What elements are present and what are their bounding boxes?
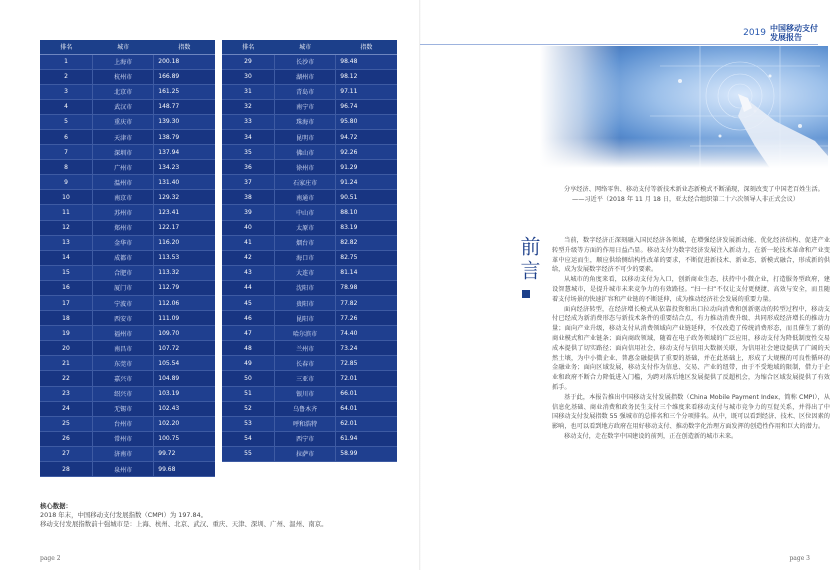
index-cell: 100.75	[154, 431, 215, 446]
page-title: 前言	[517, 236, 541, 284]
table-row	[40, 129, 215, 144]
index-cell: 99.68	[154, 462, 215, 477]
city-cell: 湖州市	[275, 69, 336, 84]
rank-cell: 13	[40, 235, 93, 250]
table-row	[40, 114, 215, 129]
index-cell: 123.41	[154, 205, 215, 220]
rank-cell: 22	[40, 371, 93, 386]
table-row	[222, 220, 397, 235]
rank-cell: 29	[222, 54, 275, 69]
city-cell: 沈阳市	[275, 280, 336, 295]
rank-cell: 47	[222, 326, 275, 341]
table-row	[222, 54, 397, 69]
rank-cell: 51	[222, 386, 275, 401]
index-cell: 91.24	[336, 175, 397, 190]
table-row	[40, 190, 215, 205]
index-cell: 111.09	[154, 311, 215, 326]
table-row	[222, 296, 397, 311]
index-cell: 102.43	[154, 401, 215, 416]
city-cell: 宁波市	[93, 296, 154, 311]
table-row	[40, 386, 215, 401]
index-cell: 112.79	[154, 280, 215, 295]
city-cell: 中山市	[275, 205, 336, 220]
table-row	[222, 371, 397, 386]
header-rank: 排名	[222, 40, 275, 54]
table-header-row	[222, 40, 397, 54]
city-cell: 上海市	[93, 54, 154, 69]
rank-cell: 18	[40, 311, 93, 326]
index-cell: 82.75	[336, 250, 397, 265]
paragraph: 基于此，本报告推出中国移动支付发展指数（China Mobile Payment Index，简称 CMPI），从信息化基础、商业消费和政务民生支付三个维度来看移动支付与城市竞争力的互促关系，并得出了中国移动支付发展指数 55 强城市的总排名和三个分项排名。从中，既可以看到经济、技术、区位因素的影响，也可以看到地方政府在用好移动支付、推动数字化治理方面发挥的创造性作用和巨大的潜力。	[552, 393, 830, 431]
city-cell: 西宁市	[275, 431, 336, 446]
index-cell: 88.10	[336, 205, 397, 220]
table-row	[222, 205, 397, 220]
table-row	[40, 341, 215, 356]
index-cell: 66.01	[336, 386, 397, 401]
city-cell: 无锡市	[93, 401, 154, 416]
table-row	[222, 356, 397, 371]
index-cell: 129.32	[154, 190, 215, 205]
table-row	[222, 175, 397, 190]
rank-cell: 32	[222, 99, 275, 114]
index-cell: 109.70	[154, 326, 215, 341]
rank-cell: 8	[40, 160, 93, 175]
city-cell: 温州市	[93, 175, 154, 190]
city-cell: 青岛市	[275, 84, 336, 99]
city-cell: 济南市	[93, 446, 154, 461]
rank-cell: 26	[40, 431, 93, 446]
table-row	[40, 326, 215, 341]
table-row	[222, 69, 397, 84]
city-cell: 泉州市	[93, 462, 154, 477]
table-row	[40, 250, 215, 265]
table-row	[40, 446, 215, 461]
index-cell: 166.89	[154, 69, 215, 84]
rank-cell: 54	[222, 431, 275, 446]
rank-cell: 45	[222, 296, 275, 311]
city-cell: 广州市	[93, 160, 154, 175]
image-fade-bottom	[540, 138, 828, 168]
rank-cell: 16	[40, 280, 93, 295]
index-cell: 98.48	[336, 54, 397, 69]
table-row	[40, 205, 215, 220]
table-row	[222, 114, 397, 129]
index-cell: 94.72	[336, 129, 397, 144]
header-index: 指数	[336, 40, 397, 54]
rank-cell: 25	[40, 416, 93, 431]
ranking-table-left	[40, 40, 215, 477]
header-brand	[770, 24, 818, 42]
table-row	[222, 446, 397, 461]
rank-cell: 12	[40, 220, 93, 235]
city-cell: 海口市	[275, 250, 336, 265]
city-cell: 昆阳市	[275, 311, 336, 326]
rank-cell: 15	[40, 265, 93, 280]
index-cell: 102.20	[154, 416, 215, 431]
index-cell: 107.72	[154, 341, 215, 356]
rank-cell: 27	[40, 446, 93, 461]
city-cell: 绍兴市	[93, 386, 154, 401]
table-row	[40, 160, 215, 175]
table-row	[222, 265, 397, 280]
index-cell: 62.01	[336, 416, 397, 431]
rank-cell: 7	[40, 145, 93, 160]
city-cell: 烟台市	[275, 235, 336, 250]
rank-cell: 19	[40, 326, 93, 341]
rank-cell: 52	[222, 401, 275, 416]
table-row	[222, 311, 397, 326]
city-cell: 贵阳市	[275, 296, 336, 311]
city-cell: 北京市	[93, 84, 154, 99]
city-cell: 乌鲁木齐	[275, 401, 336, 416]
right-page	[420, 0, 840, 570]
city-cell: 深圳市	[93, 145, 154, 160]
rank-cell: 48	[222, 341, 275, 356]
index-cell: 138.79	[154, 129, 215, 144]
rank-cell: 55	[222, 446, 275, 461]
quote-text: 分享经济、网络零售、移动支付等新技术新业态新模式不断涌现，深刻改变了中国老百姓生活。	[564, 186, 824, 193]
index-cell: 139.30	[154, 114, 215, 129]
table-row	[40, 84, 215, 99]
city-cell: 石家庄市	[275, 175, 336, 190]
rank-cell: 33	[222, 114, 275, 129]
hero-image	[540, 46, 828, 168]
table-row	[40, 235, 215, 250]
rank-cell: 44	[222, 280, 275, 295]
rank-cell: 3	[40, 84, 93, 99]
core-data-block	[40, 502, 410, 529]
core-data-title: 核心数据：	[40, 502, 72, 510]
header-city: 城市	[275, 40, 336, 54]
city-cell: 天津市	[93, 129, 154, 144]
paragraph: 当前，数字经济正深刻融入国民经济各领域，在增强经济发展新动能、优化经济结构、促进产业转型升级等方面的作用日益凸显。移动支付为数字经济发展注入新动力，在新一轮技术革命和产业变革中应运而生，顺应供给侧结构性改革的要求，不断促进新技术、新业态、新模式融合，形成新的供给，成为发展数字经济不可少的要素。	[552, 237, 830, 274]
city-cell: 南宁市	[275, 99, 336, 114]
table-row	[40, 220, 215, 235]
city-cell: 拉萨市	[275, 446, 336, 461]
city-cell: 三亚市	[275, 371, 336, 386]
city-cell: 重庆市	[93, 114, 154, 129]
rank-cell: 5	[40, 114, 93, 129]
index-cell: 72.01	[336, 371, 397, 386]
table-row	[40, 371, 215, 386]
table-row	[40, 296, 215, 311]
table-row	[40, 311, 215, 326]
rank-cell: 9	[40, 175, 93, 190]
header-rank: 排名	[40, 40, 93, 54]
city-cell: 武汉市	[93, 99, 154, 114]
core-data-line: 2018 年末，中国移动支付发展指数（CMPI）为 197.84。	[40, 511, 208, 519]
index-cell: 122.17	[154, 220, 215, 235]
table-row	[40, 401, 215, 416]
rank-cell: 17	[40, 296, 93, 311]
city-cell: 金华市	[93, 235, 154, 250]
table-row	[222, 341, 397, 356]
city-cell: 杭州市	[93, 69, 154, 84]
city-cell: 徐州市	[275, 160, 336, 175]
rank-cell: 10	[40, 190, 93, 205]
preface-body	[552, 236, 830, 442]
index-cell: 134.23	[154, 160, 215, 175]
rank-cell: 2	[40, 69, 93, 84]
index-cell: 77.82	[336, 296, 397, 311]
city-cell: 珠海市	[275, 114, 336, 129]
index-cell: 96.74	[336, 99, 397, 114]
table-row	[222, 326, 397, 341]
index-cell: 83.19	[336, 220, 397, 235]
index-cell: 98.12	[336, 69, 397, 84]
rank-cell: 30	[222, 69, 275, 84]
index-cell: 137.94	[154, 145, 215, 160]
table-row	[222, 235, 397, 250]
rank-cell: 53	[222, 416, 275, 431]
table-row	[222, 145, 397, 160]
rank-cell: 35	[222, 145, 275, 160]
rank-cell: 46	[222, 311, 275, 326]
city-cell: 太原市	[275, 220, 336, 235]
index-cell: 64.01	[336, 401, 397, 416]
rank-cell: 34	[222, 129, 275, 144]
index-cell: 97.11	[336, 84, 397, 99]
rank-cell: 28	[40, 462, 93, 477]
index-cell: 90.51	[336, 190, 397, 205]
city-cell: 东莞市	[93, 356, 154, 371]
title-marker	[522, 290, 530, 298]
table-row	[222, 401, 397, 416]
index-cell: 103.19	[154, 386, 215, 401]
rank-cell: 21	[40, 356, 93, 371]
table-row	[40, 431, 215, 446]
city-cell: 大连市	[275, 265, 336, 280]
table-row	[222, 160, 397, 175]
city-cell: 苏州市	[93, 205, 154, 220]
header-index: 指数	[154, 40, 215, 54]
rank-cell: 49	[222, 356, 275, 371]
index-cell: 73.24	[336, 341, 397, 356]
city-cell: 呼和浩特	[275, 416, 336, 431]
ranking-table-right	[222, 40, 397, 462]
table-row	[40, 462, 215, 477]
table-row	[40, 356, 215, 371]
city-cell: 长春市	[275, 356, 336, 371]
rank-cell: 4	[40, 99, 93, 114]
rank-cell: 42	[222, 250, 275, 265]
city-cell: 佛山市	[275, 145, 336, 160]
rank-cell: 1	[40, 54, 93, 69]
rank-cell: 31	[222, 84, 275, 99]
index-cell: 77.26	[336, 311, 397, 326]
index-cell: 72.85	[336, 356, 397, 371]
table-row	[222, 84, 397, 99]
table-header-row	[40, 40, 215, 54]
index-cell: 131.40	[154, 175, 215, 190]
rank-cell: 6	[40, 129, 93, 144]
header-city: 城市	[93, 40, 154, 54]
city-cell: 郑州市	[93, 220, 154, 235]
table-row	[222, 280, 397, 295]
rank-cell: 36	[222, 160, 275, 175]
rank-cell: 37	[222, 175, 275, 190]
quote-source: ——习近平（2018 年 11 月 18 日，亚太经合组织第二十六次领导人非正式会议）	[572, 195, 799, 203]
index-cell: 78.98	[336, 280, 397, 295]
city-cell: 福州市	[93, 326, 154, 341]
page-number: page 2	[40, 555, 61, 562]
index-cell: 116.20	[154, 235, 215, 250]
table-row	[222, 386, 397, 401]
table-row	[40, 145, 215, 160]
index-cell: 113.53	[154, 250, 215, 265]
table-row	[40, 99, 215, 114]
header-rule	[420, 44, 818, 45]
index-cell: 148.77	[154, 99, 215, 114]
page-number: page 3	[789, 555, 810, 562]
rank-cell: 43	[222, 265, 275, 280]
city-cell: 银川市	[275, 386, 336, 401]
rank-cell: 50	[222, 371, 275, 386]
index-cell: 161.25	[154, 84, 215, 99]
table-row	[40, 69, 215, 84]
index-cell: 82.82	[336, 235, 397, 250]
table-row	[40, 265, 215, 280]
table-row	[40, 175, 215, 190]
city-cell: 厦门市	[93, 280, 154, 295]
index-cell: 104.89	[154, 371, 215, 386]
index-cell: 200.18	[154, 54, 215, 69]
report-header	[743, 22, 818, 44]
city-cell: 南通市	[275, 190, 336, 205]
city-cell: 西安市	[93, 311, 154, 326]
index-cell: 58.99	[336, 446, 397, 461]
index-cell: 99.72	[154, 446, 215, 461]
city-cell: 哈尔滨市	[275, 326, 336, 341]
table-row	[222, 129, 397, 144]
rank-cell: 23	[40, 386, 93, 401]
brand-line: 发展报告	[770, 33, 802, 42]
index-cell: 74.40	[336, 326, 397, 341]
brand-line: 中国移动支付	[770, 24, 818, 33]
table-row	[222, 431, 397, 446]
table-row	[222, 416, 397, 431]
city-cell: 常州市	[93, 431, 154, 446]
rank-cell: 11	[40, 205, 93, 220]
rank-cell: 14	[40, 250, 93, 265]
rank-cell: 39	[222, 205, 275, 220]
rank-cell: 24	[40, 401, 93, 416]
index-cell: 113.32	[154, 265, 215, 280]
table-row	[40, 54, 215, 69]
index-cell: 92.26	[336, 145, 397, 160]
table-row	[40, 280, 215, 295]
core-data-line: 移动支付发展指数前十强城市是：上海、杭州、北京、武汉、重庆、天津、深圳、广州、温州、南京。	[40, 520, 328, 528]
table-row	[222, 190, 397, 205]
index-cell: 61.94	[336, 431, 397, 446]
table-row	[40, 416, 215, 431]
rank-cell: 38	[222, 190, 275, 205]
table-row	[222, 99, 397, 114]
rank-cell: 40	[222, 220, 275, 235]
city-cell: 兰州市	[275, 341, 336, 356]
city-cell: 合肥市	[93, 265, 154, 280]
index-cell: 95.80	[336, 114, 397, 129]
rank-cell: 41	[222, 235, 275, 250]
paragraph: 从城市的角度来看，以移动支付为入口，创新商业生态，扶持中小微企业，打造服务型政府，建设智慧城市，是提升城市未来竞争力的有效路径。“扫一扫”不仅让支付更便捷、高效与安全，而且随着支付场景的快速扩容和产业链的不断延伸，成为推动经济社会发展的重要力量。	[552, 276, 830, 303]
index-cell: 105.54	[154, 356, 215, 371]
index-cell: 112.06	[154, 296, 215, 311]
city-cell: 长沙市	[275, 54, 336, 69]
paragraph: 面向经济转型，在经济增长模式从依靠投资和出口拉动向消费和创新驱动的转型过程中，移动支付已经成为新消费形态与新技术条件的重要结合点，有力推动消费升级、共同形成经济增长的推动力量；面向产业升级，移动支付从消费领域向产业链延伸，不仅改造了传统消费形态，而且催生了新的商业模式和产业链条；面向商政领域，随着在电子政务领域的广泛应用，移动支付为降低制度性交易成本提供了切实路径；面向信用社会，移动支付与信用大数据关联，为信用社会建设提供了广阔的天然土壤，为中小微企业、普惠金融提供了重要的基础，并在此基础上，形成了大规模的可良性循环的金融业务；面向区域发展，移动支付作为信息、交易、产业的纽带，由于不受地域的限制，借力于企业和政府不断合力降低进入门槛，为跨对落后地区发展提供了反超机会，为缩合区域发展提供了有效抓手。	[552, 305, 830, 391]
paragraph: 移动支付，走在数字中国建设的前列，正在创造新的城市未来。	[564, 432, 738, 440]
header-year: 2019	[743, 28, 766, 38]
index-cell: 91.29	[336, 160, 397, 175]
city-cell: 台州市	[93, 416, 154, 431]
rank-cell: 20	[40, 341, 93, 356]
index-cell: 81.14	[336, 265, 397, 280]
city-cell: 南京市	[93, 190, 154, 205]
city-cell: 成都市	[93, 250, 154, 265]
city-cell: 嘉兴市	[93, 371, 154, 386]
city-cell: 昆明市	[275, 129, 336, 144]
table-row	[222, 250, 397, 265]
quote-block	[552, 185, 830, 205]
city-cell: 南昌市	[93, 341, 154, 356]
